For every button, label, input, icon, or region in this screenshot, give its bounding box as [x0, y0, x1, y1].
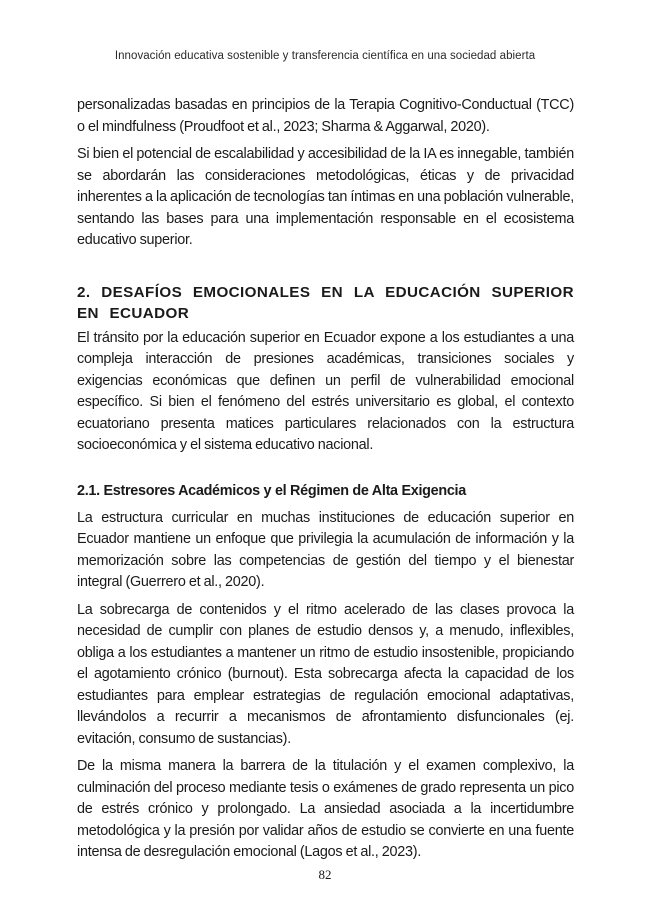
section-heading: 2. DESAFÍOS EMOCIONALES EN LA EDUCACIÓN SUPERIOR EN ECUADOR	[77, 283, 574, 322]
page-content	[77, 95, 574, 870]
running-header: Innovación educativa sostenible y transferencia científica en una sociedad abierta	[114, 50, 536, 62]
subsection-heading: 2.1. Estresores Académicos y el Régimen de Alta Exigencia	[77, 482, 466, 499]
body-paragraph: personalizadas basadas en principios de la Terapia Cognitivo-Conductual (TCC) o el mindfulness (Proudfoot et al., 2023; Sharma & Aggarwal, 2020).	[77, 97, 574, 135]
page-number: 82	[318, 867, 332, 882]
body-paragraph: La estructura curricular en muchas instituciones de educación superior en Ecuador mantiene un enfoque que privilegia la acumulación de información y la memorización sobre las competencias de gestión del tiempo y el bienestar integral (Guerrero et al., 2020).	[77, 509, 574, 590]
body-paragraph: El tránsito por la educación superior en Ecuador expone a los estudiantes a una compleja interacción de presiones académicas, transiciones sociales y exigencias económicas que definen un perfil de vulnerabilidad emocional específico. Si bien el fenómeno del estrés universitario es global, el contexto ecuatoriano presenta matices particulares relacionados con la estructura socioeconómica y el sistema educativo nacional.	[77, 329, 574, 453]
body-paragraph: La sobrecarga de contenidos y el ritmo acelerado de las clases provoca la necesidad de cumplir con planes de estudio densos y, a menudo, inflexibles, obliga a los estudiantes a mantener un ritmo de estudio insostenible, propiciando el agotamiento crónico (burnout). Esta sobrecarga afecta la capacidad de los estudiantes para emplear estrategias de regulación emocional adaptativas, llevándolos a recurrir a mecanismos de afrontamiento disfuncionales (ej. evitación, consumo de sustancias).	[77, 601, 574, 747]
body-paragraph: De la misma manera la barrera de la titulación y el examen complexivo, la culminación del proceso mediante tesis o exámenes de grado representa un pico de estrés crónico y prolongado. La ansiedad asociada a la incertidumbre metodológica y la presión por validar años de estudio se convierte en una fuente intensa de desregulación emocional (Lagos et al., 2023).	[77, 758, 574, 860]
body-paragraph: Si bien el potencial de escalabilidad y accesibilidad de la IA es innegable, también se abordarán las consideraciones metodológicas, éticas y de privacidad inherentes a la aplicación de tecnologías tan íntimas en una población vulnerable, sentando las bases para una implementación responsable en el ecosistema educativo superior.	[77, 146, 574, 248]
